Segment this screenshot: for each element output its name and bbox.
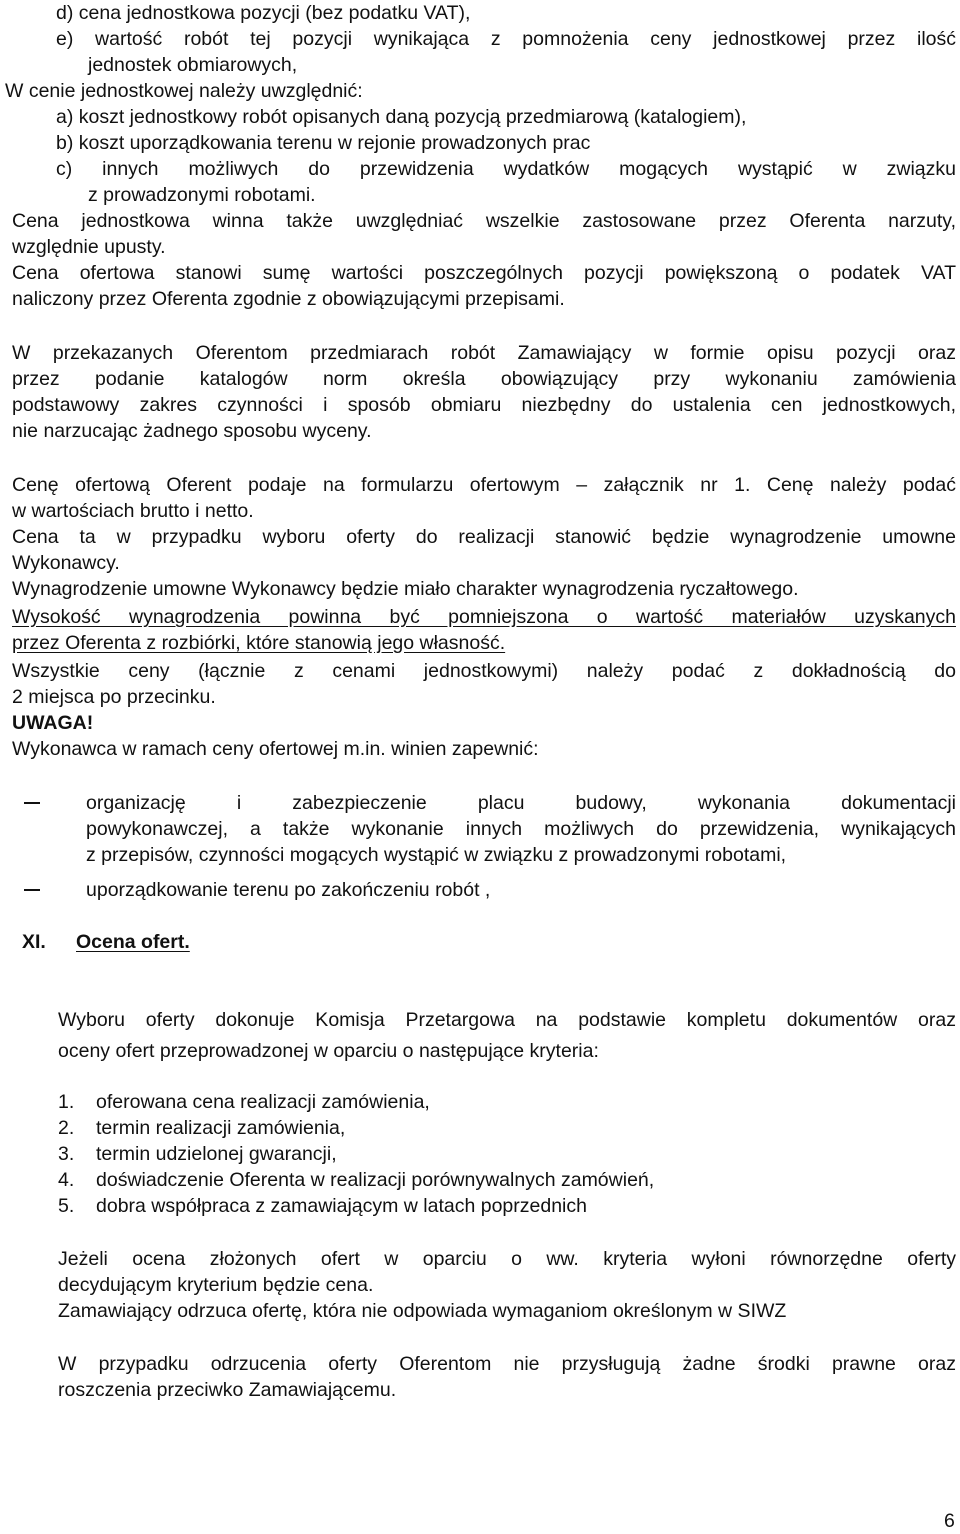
paragraph-surcharges-l1: Cena jednostkowa winna także uwzględniać wszelkie zastosowane przez Oferenta narzuty, [12,210,956,232]
page-number: 6 [944,1510,955,1532]
list-item-e: e) wartość robót tej pozycji wynikająca z pomnożenia ceny jednostkowej przez ilość [56,28,956,50]
paragraph-contractor: Wykonawca w ramach ceny ofertowej m.in. winien zapewnić: [12,738,539,760]
paragraph-remuneration-l1: Cena ta w przypadku wyboru oferty do realizacji stanowić będzie wynagrodzenie umowne [12,526,956,548]
criteria-item: 1. oferowana cena realizacji zamówienia, [58,1091,430,1113]
bullet-1-l1: organizację i zabezpieczenie placu budowy, wykonania dokumentacji [86,792,956,814]
paragraph-bill-l1: W przekazanych Oferentom przedmiarach robót Zamawiający w formie opisu pozycji oraz [12,342,956,364]
bullet-2: uporządkowanie terenu po zakończeniu robót , [86,879,491,901]
paragraph-selection-l2: oceny ofert przeprowadzonej w oparciu o następujące kryteria: [58,1040,599,1062]
paragraph-offer-sum-l2: naliczony przez Oferenta zgodnie z obowiązującymi przepisami. [12,288,565,310]
paragraph-precision-l1: Wszystkie ceny (łącznie z cenami jednostkowymi) należy podać z dokładnością do [12,660,956,682]
section-title: Ocena ofert. [76,931,190,953]
bullet-1-l3: z przepisów, czynności mogących wystąpić w związku z prowadzonymi robotami, [86,844,787,866]
list-item-a: a) koszt jednostkowy robót opisanych daną pozycją przedmiarową (katalogiem), [56,106,747,128]
list-item-b: b) koszt uporządkowania terenu w rejonie prowadzonych prac [56,132,591,154]
list-item-c: c) innych możliwych do przewidzenia wydatków mogących wystąpić w związku [56,158,956,180]
list-item-e-cont: jednostek obmiarowych, [88,54,298,76]
criteria-item: 4. doświadczenie Oferenta w realizacji porównywalnych zamówień, [58,1169,655,1191]
dash-bullet-icon [24,889,40,891]
warning-label: UWAGA! [12,712,94,734]
paragraph-bill-l4: nie narzucając żadnego sposobu wyceny. [12,420,372,442]
paragraph-reject: Zamawiający odrzuca ofertę, która nie odpowiada wymaganiom określonym w SIWZ [58,1300,787,1322]
paragraph-selection-l1: Wyboru oferty dokonuje Komisja Przetargowa na podstawie kompletu dokumentów oraz [58,1009,956,1031]
paragraph-form-l2: w wartościach brutto i netto. [12,500,254,522]
list-item-d: d) cena jednostkowa pozycji (bez podatku VAT), [56,2,471,24]
paragraph-tie-l1: Jeżeli ocena złożonych ofert w oparciu o ww. kryteria wyłoni równorzędne oferty [58,1248,956,1270]
paragraph-no-remedy-l2: roszczenia przeciwko Zamawiającemu. [58,1379,397,1401]
paragraph-precision-l2: 2 miejsca po przecinku. [12,686,216,708]
include-heading: W cenie jednostkowej należy uwzględnić: [5,80,363,102]
paragraph-reduce-l1: Wysokość wynagrodzenia powinna być pomniejszona o wartość materiałów uzyskanych [12,606,956,628]
section-number: XI. [22,931,46,953]
list-item-c-cont: z prowadzonymi robotami. [88,184,316,206]
criteria-item: 2. termin realizacji zamówienia, [58,1117,346,1139]
paragraph-offer-sum-l1: Cena ofertowa stanowi sumę wartości poszczególnych pozycji powiększoną o podatek VAT [12,262,956,284]
paragraph-reduce-l2: przez Oferenta z rozbiórki, które stanowią jego własność. [12,632,506,654]
paragraph-remuneration-l2: Wykonawcy. [12,552,120,574]
criteria-item: 3. termin udzielonej gwarancji, [58,1143,337,1165]
dash-bullet-icon [24,802,40,804]
paragraph-lump-sum: Wynagrodzenie umowne Wykonawcy będzie miało charakter wynagrodzenia ryczałtowego. [12,578,799,600]
paragraph-bill-l2: przez podanie katalogów norm określa obowiązujący przy wykonaniu zamówienia [12,368,956,390]
paragraph-tie-l2: decydującym kryterium będzie cena. [58,1274,374,1296]
paragraph-bill-l3: podstawowy zakres czynności i sposób obmiaru niezbędny do ustalenia cen jednostkowych, [12,394,956,416]
paragraph-form-l1: Cenę ofertową Oferent podaje na formularzu ofertowym – załącznik nr 1. Cenę należy podać [12,474,956,496]
paragraph-no-remedy-l1: W przypadku odrzucenia oferty Oferentom nie przysługują żadne środki prawne oraz [58,1353,956,1375]
bullet-1-l2: powykonawczej, a także wykonanie innych możliwych do przewidzenia, wynikających [86,818,956,840]
criteria-item: 5. dobra współpraca z zamawiającym w latach poprzednich [58,1195,587,1217]
paragraph-surcharges-l2: względnie upusty. [12,236,166,258]
